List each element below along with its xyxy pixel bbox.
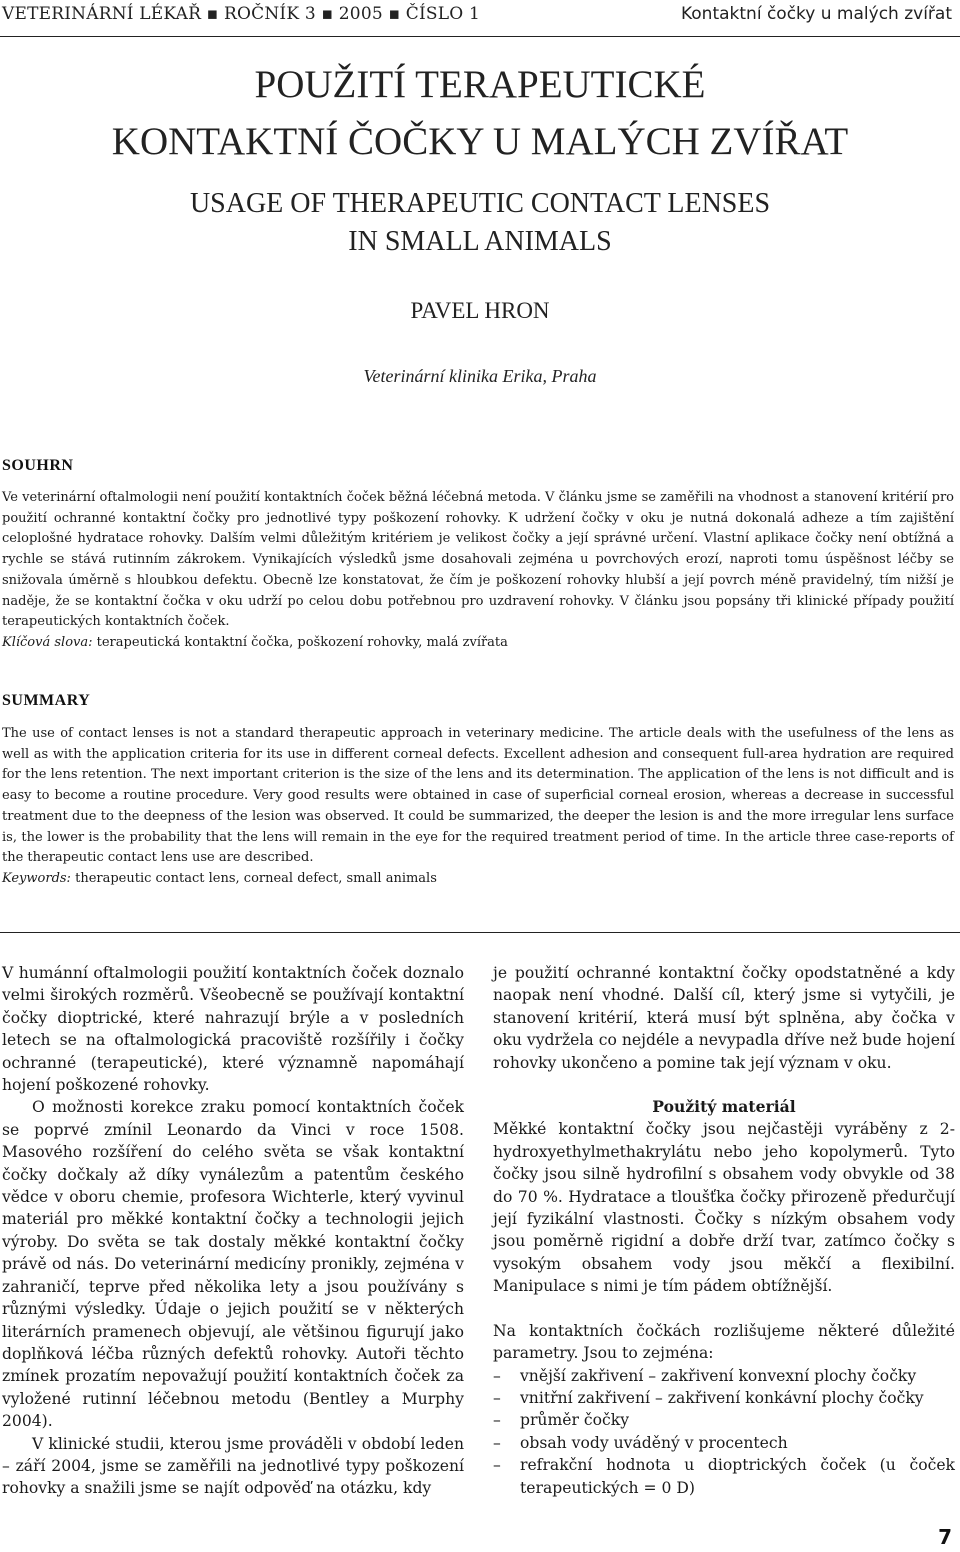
- summary-abstract: [2, 724, 954, 890]
- souhrn-keywords-label: Klíčová slova:: [2, 634, 93, 650]
- souhrn-heading: SOUHRN: [2, 457, 74, 474]
- section-heading-material: Použitý materiál: [652, 1097, 796, 1117]
- running-title: Kontaktní čočky u malých zvířat: [680, 4, 952, 24]
- body-paragraph: Měkké kontaktní čočky jsou nejčastěji vyráběny z 2-hydroxyethylmethakrylátu nebo jeho kopolymerů. Tyto čočky jsou silně hydrofilní s obsahem vody obvykle od 38 do 70 %. Hydratace a tloušťka čočky přirozeně předurčují její fyzikální vlastnosti. Čočky s nízkým obsahem vody jsou poměrně rigidní a dobře drží tvar, zatímco čočky s vysokým obsahem vody jsou měkčí a flexibilní. Manipulace s nimi je tím pádem obtížnější.: [493, 1120, 955, 1296]
- body-paragraph: V klinické studii, kterou jsme prováděli v období leden – září 2004, jsme se zaměřili na jednotlivé typy poškození rohovky a snažili jsme se najít odpověď na otázku, kdy: [2, 1434, 464, 1498]
- summary-keywords-label: Keywords:: [2, 870, 71, 886]
- section-rule: [0, 932, 960, 933]
- article-title-line-2: KONTAKTNÍ ČOČKY U MALÝCH ZVÍŘAT: [111, 120, 849, 163]
- page-number: 7: [938, 1525, 952, 1549]
- running-head: [0, 4, 960, 30]
- souhrn-keywords-value: terapeutická kontaktní čočka, poškození rohovky, malá zvířata: [96, 634, 508, 650]
- english-title-line-1: USAGE OF THERAPEUTIC CONTACT LENSES: [189, 188, 771, 219]
- english-title: [0, 185, 960, 261]
- header-rule: [0, 36, 960, 37]
- body-paragraph: O možnosti korekce zraku pomocí kontaktních čoček se poprvé zmínil Leonardo da Vinci v roce 1508. Masového rozšíření do celého světa se však kontaktní čočky dočkaly až díky vynálezům a patentům českého vědce v oboru chemie, profesora Wichterle, který vyvinul materiál pro měkké kontaktní čočky a technologii jejich výroby. Do světa se tak dostaly měkké kontaktní čočky právě od nás. Do veterinární medicíny pronikly, zejména v zahraničí, teprve před několika lety a jsou používány s různými výsledky. Údaje o jejich použití se v některých literárních pramenech objevují, ale většinou figurují jako doplňková léčba různých defektů rohovky. Autoři těchto zmínek prozatím nepovažují použití kontaktních čoček za vyložené rutinní léčebnou metodu (Bentley a Murphy 2004).: [2, 1098, 464, 1431]
- body-paragraph: V humánní oftalmologii použití kontaktních čoček doznalo velmi širokých rozměrů. Všeobecně se používají kontaktní čočky dioptrické, které nahrazují brýle a v posledních letech se na oftalmologická pracoviště rozšířily i čočky ochranné (terapeutické), které významně napomáhají hojení poškozené rohovky.: [2, 964, 464, 1095]
- author-name: PAVEL HRON: [410, 298, 550, 323]
- list-item: – vnější zakřivení – zakřivení konvexní plochy čočky: [493, 1365, 955, 1387]
- list-item: – obsah vody uváděný v procentech: [493, 1432, 955, 1454]
- english-title-line-2: IN SMALL ANIMALS: [348, 226, 612, 257]
- body-paragraph: je použití ochranné kontaktní čočky opodstatněné a kdy naopak není vhodné. Další cíl, který jsme si vytyčili, je stanovení kritérií, která musí být splněna, aby čočka v oku vydržela co nejdéle a nevypadla dříve než bude hojení rohovky ukončeno a pomine tak její význam v oku.: [493, 964, 955, 1072]
- summary-text: The use of contact lenses is not a standard therapeutic approach in veterinary medicine. The article deals with the usefulness of the lens as well as with the application criteria for its use in different corneal defects. Excellent adhesion and consequent full-area hydration are required for the lens retention. The next important criterion is the size of the lens and its determination. The application of the lens is not difficult and is easy to become a routine procedure. Very good results were obtained in case of superficial corneal erosion, whereas a decrease in successful treatment due to the deepness of the lesion was observed. It could be summarized, the deeper the lesion is and the more irregular lens surface is, the lower is the probability that the lens will remain in the eye for the required treatment period of time. In the article three case-reports of the therapeutic contact lens use are described.: [2, 726, 954, 866]
- parameter-list: [493, 1365, 955, 1499]
- list-item: – refrakční hodnota u dioptrických čoček (u čoček terapeutických = 0 D): [493, 1454, 955, 1499]
- souhrn-text: Ve veterinární oftalmologii není použití kontaktních čoček běžná léčebná metoda. V článku jsme se zaměřili na vhodnost a stanovení kritérií pro použití ochranné kontaktní čočky pro jednotlivé typy poškození rohovky. K udržení čočky v oku je nutná dokonalá adheze a tím zajištění celoplošné hydratace rohovky. Dalším velmi důležitým kritériem je velikost čočky a její správné určení. Vlastní aplikace čočky není obtížná a rychle se stává rutinním zákrokem. Vynikajících výsledků jsme dosahovali zejména u povrchových erozí, naproti tomu úspěšnost léčby se snižovala úměrně s hloubkou defektu. Obecně lze konstatovat, že čím je poškození rohovky hlubší a její povrch méně pravidelný, tím nižší je naděje, že se kontaktní čočka v oku udrží po celou dobu potřebnou pro uzdravení rohovky. V článku jsou popsány tři klinické případy použití terapeutických kontaktních čoček.: [2, 490, 954, 630]
- souhrn-keywords: [2, 633, 954, 654]
- journal-info: VETERINÁRNÍ LÉKAŘ ▪ ROČNÍK 3 ▪ 2005 ▪ ČÍSLO 1: [2, 4, 481, 24]
- list-item: – vnitřní zakřivení – zakřivení konkávní plochy čočky: [493, 1387, 955, 1409]
- body-column-right: [493, 962, 955, 1499]
- article-title-line-1: POUŽITÍ TERAPEUTICKÉ: [254, 63, 706, 106]
- article-title: [0, 56, 960, 170]
- summary-keywords: [2, 869, 954, 890]
- list-item: – průměr čočky: [493, 1409, 955, 1431]
- body-paragraph: Na kontaktních čočkách rozlišujeme některé důležité parametry. Jsou to zejména:: [493, 1321, 955, 1363]
- body-column-left: [2, 962, 464, 1500]
- souhrn-abstract: [2, 488, 954, 654]
- summary-keywords-value: therapeutic contact lens, corneal defect, small animals: [75, 870, 437, 886]
- author-affiliation: Veterinární klinika Erika, Praha: [363, 366, 597, 386]
- summary-heading: SUMMARY: [2, 692, 91, 709]
- paragraph-gap: [493, 1298, 955, 1320]
